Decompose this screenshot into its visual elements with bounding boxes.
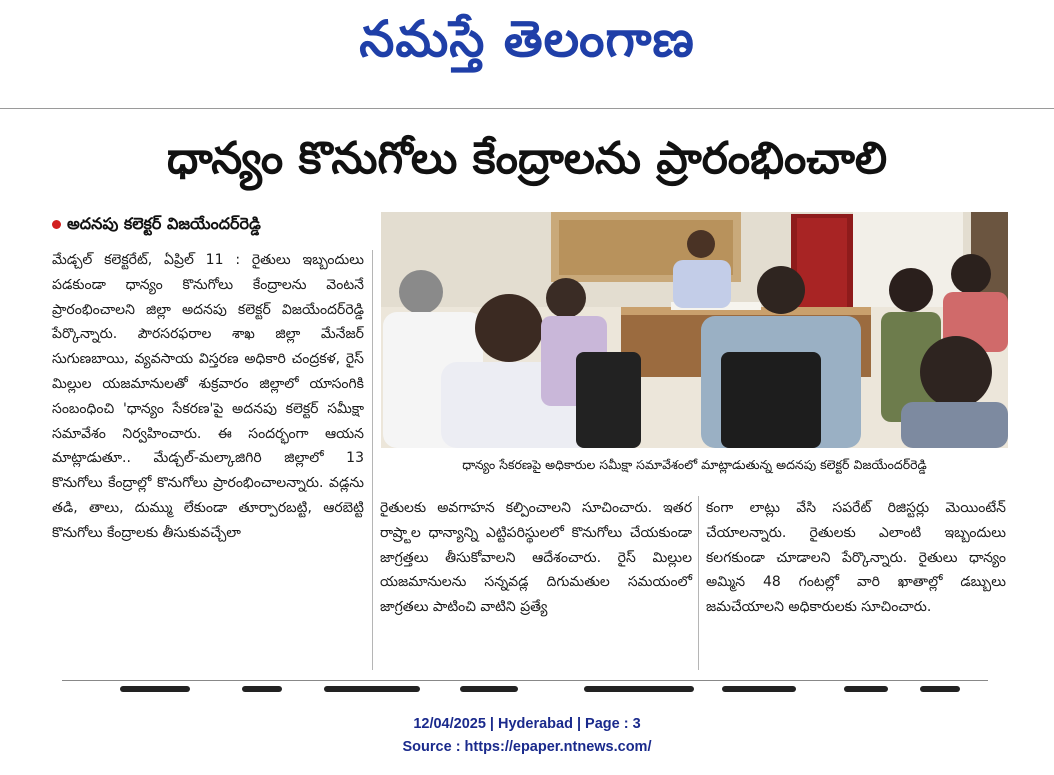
byline-text: అదనపు కలెక్టర్ విజయేందర్‌రెడ్డి	[67, 214, 261, 233]
column-divider	[698, 496, 699, 670]
article-photo	[381, 212, 1008, 448]
source-link[interactable]: Source : https://epaper.ntnews.com/	[402, 739, 652, 755]
newspaper-logo: నమస్తే తెలంగాణ	[359, 10, 695, 68]
page-cut-divider	[62, 680, 988, 681]
article-headline: ధాన్యం కొనుగోలు కేంద్రాలను ప్రారంభించాలి	[166, 133, 888, 184]
article-column-3: కంగా లాట్లు వేసి సపరేట్ రిజిస్టర్లు మెయింటేన్ చేయాలన్నారు. రైతులకు ఎలాంటి ఇబ్బందులు కలగకుండా చూడాలని పేర్కొన్నారు. రైతులు ధాన్యం అమ్మిన 48 గంటల్లో వారి ఖాతాల్లో డబ్బులు జమచేయాలని అధికారులకు సూచించారు.	[706, 500, 1006, 616]
photo-caption: ధాన్యం సేకరణపై అధికారుల సమీక్షా సమావేశంలో మాట్లాడుతున్న అదనపు కలెక్టర్ విజయేందర్‌రెడ్డి	[462, 457, 927, 472]
article-byline	[52, 210, 372, 238]
masthead-divider	[0, 108, 1054, 109]
edition-info: 12/04/2025 | Hyderabad | Page : 3	[413, 716, 641, 732]
article-column-1: మేడ్చల్ కలెక్టరేట్, ఏప్రిల్ 11 : రైతులు ఇబ్బందులు పడకుండా ధాన్యం కొనుగోలు కేంద్రాలను వెంటనే ప్రారంభించాలని జిల్లా అదనపు కలెక్టర్ విజయేందర్‌రెడ్డి పేర్కొన్నారు. పౌరసరఫరాల శాఖ జిల్లా మేనేజర్ సుగుణబాయి, వ్యవసాయ విస్తరణ అధికారి చంద్రకళ, రైస్ మిల్లుల యజమానులతో శుక్రవారం జిల్లాలో యాసంగికి సంబంధించి 'ధాన్యం సేకరణ'పై అదనపు కలెక్టర్ సమీక్షా సమావేశం నిర్వహించారు. ఈ సందర్భంగా ఆయన మాట్లాడుతూ.. మేడ్చల్-మల్కాజిగిరి జిల్లాలో 13 కొనుగోలు కేంద్రాల్లో కొనుగోలు ప్రారంభించాలన్నారు. వడ్లను తడి, తాలు, దుమ్ము లేకుండా తూర్పారబట్టి, ఆరబెట్టి కొనుగోలు కేంద్రాలకు తీసుకువచ్చేలా	[52, 252, 364, 541]
article-column-2: రైతులకు అవగాహన కల్పించాలని సూచించారు. ఇతర రాష్ర్టాల ధాన్యాన్ని ఎట్టిపరిస్థులలో కొనుగోలు చేయకుండా జాగ్రత్తలు తీసుకోవాలని ఆదేశంచారు. రైస్ మిల్లుల యజమానులను సన్నవడ్ల దిగుమతుల సమయంలో జాగ్రతలు పాటించి వాటిని ప్రత్యే	[380, 500, 692, 616]
column-divider	[372, 250, 373, 670]
bullet-icon	[52, 220, 61, 229]
masthead	[0, 0, 1054, 80]
next-article-cut-off	[62, 684, 988, 694]
